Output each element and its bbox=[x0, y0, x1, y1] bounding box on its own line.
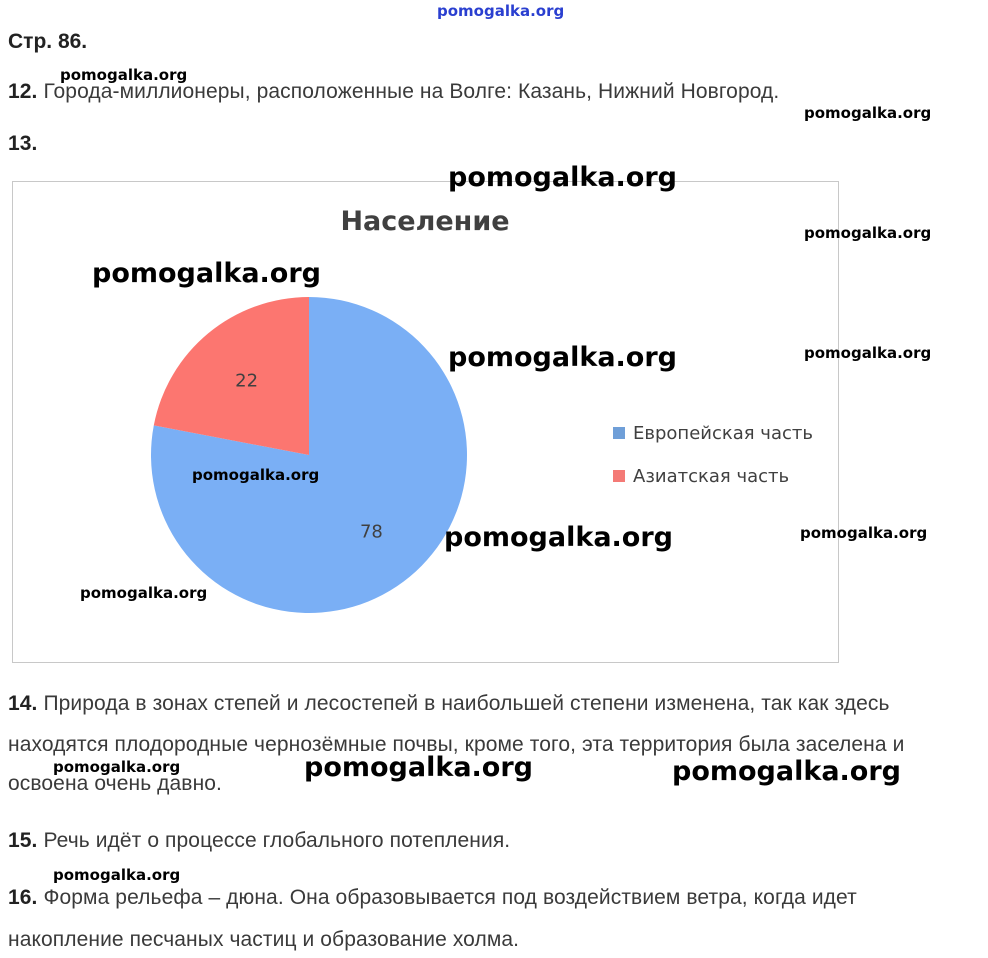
legend-swatch bbox=[613, 470, 625, 482]
item-14-line-3: освоена очень давно. bbox=[8, 772, 222, 795]
item-text: Города-миллионеры, расположенные на Волге: Казань, Нижний Новгород. bbox=[43, 80, 780, 103]
item-number: 14. bbox=[8, 692, 38, 715]
item-13 bbox=[8, 132, 38, 156]
watermark: pomogalka.org bbox=[804, 104, 932, 122]
top-watermark: pomogalka.org bbox=[437, 2, 565, 20]
item-number: 15. bbox=[8, 829, 38, 852]
watermark: pomogalka.org bbox=[448, 162, 677, 193]
legend-label: Азиатская часть bbox=[633, 466, 790, 487]
item-16-line-2: накопление песчаных частиц и образование холма. bbox=[8, 928, 520, 951]
watermark: pomogalka.org bbox=[192, 466, 320, 484]
watermark: pomogalka.org bbox=[92, 258, 321, 289]
watermark: pomogalka.org bbox=[304, 752, 533, 783]
item-text: Природа в зонах степей и лесостепей в наибольшей степени изменена, так как здесь bbox=[43, 692, 890, 715]
watermark: pomogalka.org bbox=[804, 344, 932, 362]
item-number: 16. bbox=[8, 886, 38, 909]
pie-slices bbox=[151, 297, 467, 613]
watermark: pomogalka.org bbox=[448, 342, 677, 373]
chart-legend bbox=[613, 423, 813, 487]
watermark: pomogalka.org bbox=[80, 584, 208, 602]
page-heading: Стр. 86. bbox=[8, 30, 88, 53]
item-15 bbox=[8, 829, 510, 853]
watermark: pomogalka.org bbox=[672, 756, 901, 787]
watermark: pomogalka.org bbox=[444, 522, 673, 553]
item-number: 12. bbox=[8, 80, 38, 103]
item-14-line-1 bbox=[8, 692, 890, 716]
item-text: Форма рельефа – дюна. Она образовывается под воздействием ветра, когда идет bbox=[43, 886, 857, 909]
watermark: pomogalka.org bbox=[804, 224, 932, 242]
pie-data-label: 78 bbox=[359, 521, 383, 543]
item-16-line-1 bbox=[8, 886, 857, 910]
item-14-line-2: находятся плодородные чернозёмные почвы, кроме того, эта территория была заселена и bbox=[8, 733, 905, 756]
legend-label: Европейская часть bbox=[633, 423, 813, 444]
watermark: pomogalka.org bbox=[53, 866, 181, 884]
item-number: 13. bbox=[8, 132, 38, 155]
pie-data-label: 22 bbox=[235, 370, 259, 392]
watermark: pomogalka.org bbox=[60, 66, 188, 84]
legend-swatch bbox=[613, 427, 625, 439]
watermark: pomogalka.org bbox=[800, 524, 928, 542]
chart-title: Население bbox=[340, 206, 510, 237]
item-text: Речь идёт о процессе глобального потепления. bbox=[43, 829, 511, 852]
watermark: pomogalka.org bbox=[53, 758, 181, 776]
